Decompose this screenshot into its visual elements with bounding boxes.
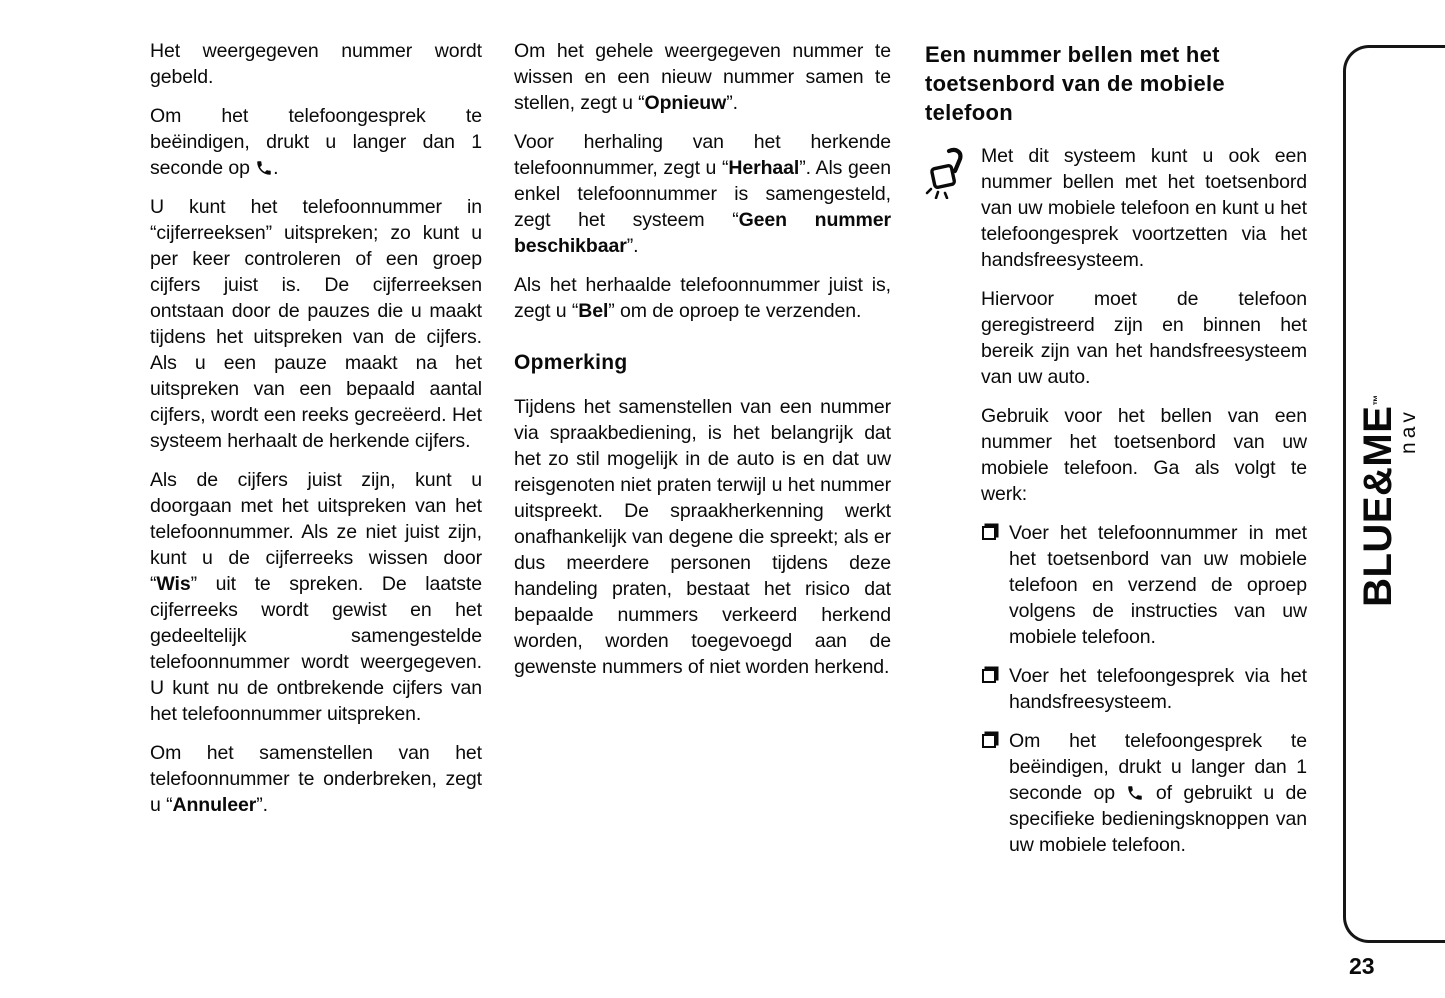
list-item bbox=[981, 663, 1307, 715]
phone-receiver-icon bbox=[255, 159, 273, 177]
brand-logo-rotated bbox=[1355, 393, 1421, 607]
text-column-3 bbox=[925, 40, 1307, 871]
list-item-text: Voer het telefoonnummer in met het toetsenbord van uw mobiele telefoon en verzend de oproep volgens de instructies van uw mobiele telefoon. bbox=[1009, 522, 1307, 648]
hand-pressing-key-icon bbox=[925, 147, 969, 199]
page-number: 23 bbox=[1349, 953, 1375, 979]
list-item-text: Om het telefoongesprek te beëindigen, drukt u langer dan 1 seconde op of gebruikt u de specifieke bedieningsknoppen van uw mobiele telefoon. bbox=[1009, 730, 1307, 856]
text-column-2 bbox=[514, 38, 891, 693]
paragraph: Gebruik voor het bellen van een nummer het toetsenbord van uw mobiele telefoon. Ga als volgt te werk: bbox=[981, 405, 1307, 505]
intro-paragraph: Met dit systeem kunt u ook een nummer bellen met het toetsenbord van uw mobiele telefoon en kunt u het telefoongesprek voortzetten via het handsfreesysteem. bbox=[981, 145, 1307, 271]
paragraph: Om het samenstellen van het telefoonnummer te onderbreken, zegt u “Annuleer”. bbox=[150, 742, 482, 816]
section-heading: Een nummer bellen met het toetsenbord van de mobiele telefoon bbox=[925, 42, 1225, 125]
paragraph: Om het telefoongesprek te beëindigen, drukt u langer dan 1 seconde op . bbox=[150, 105, 482, 179]
square-bullet-icon bbox=[982, 669, 996, 683]
list-item bbox=[981, 520, 1307, 650]
trademark-symbol: ™ bbox=[1371, 393, 1384, 406]
brand-name: BLUE&ME bbox=[1355, 405, 1400, 607]
paragraph: Als de cijfers juist zijn, kunt u doorgaan met het uitspreken van het telefoonnummer. Als ze niet juist zijn, kunt u de cijferreeks wissen door “Wis” uit te spreken. De laatste cijferreeks wordt gewist en het gedeeltelijk samengestelde telefoonnummer wordt weergegeven. U kunt nu de ontbrekende cijfers van het telefoonnummer uitspreken. bbox=[150, 469, 482, 725]
note-heading: Opmerking bbox=[514, 351, 628, 374]
text-column-1 bbox=[150, 38, 482, 831]
paragraph: Hiervoor moet de telefoon geregistreerd zijn en binnen het bereik zijn van het handsfreesysteem van uw auto. bbox=[981, 288, 1307, 388]
brand-logo bbox=[1344, 358, 1434, 642]
paragraph: Als het herhaalde telefoonnummer juist is, zegt u “Bel” om de oproep te verzenden. bbox=[514, 274, 891, 322]
square-bullet-icon bbox=[982, 734, 996, 748]
phone-receiver-icon bbox=[1126, 784, 1144, 802]
note-paragraph: Tijdens het samenstellen van een nummer via spraakbediening, is het belangrijk dat het zo stil mogelijk in de auto is en dat uw reisgenoten niet praten terwijl u het nummer uitspreekt. De spraakherkenning werkt onafhankelijk van degene die spreekt; als er dus meerdere personen tijdens deze handeling praten, bestaat het risico dat bepaalde nummers verkeerd herkend worden, worden toegevoegd aan de gewenste nummers of niet worden herkend. bbox=[514, 396, 891, 678]
paragraph: Om het gehele weergegeven nummer te wissen en een nieuw nummer samen te stellen, zegt u “Opnieuw”. bbox=[514, 40, 891, 114]
paragraph: Voor herhaling van het herkende telefoonnummer, zegt u “Herhaal”. Als geen enkel telefoonnummer is samengesteld, zegt het systeem “Geen nummer beschikbaar”. bbox=[514, 131, 891, 257]
paragraph: U kunt het telefoonnummer in “cijferreeksen” uitspreken; zo kunt u per keer controleren of een groep cijfers juist is. De cijferreeksen ontstaan door de pauzes die u maakt tijdens het uitspreken van de cijfers. Als u een pauze maakt na het uitspreken van een bepaald aantal cijfers, wordt een reeks gecreëerd. Het systeem herhaalt de herkende cijfers. bbox=[150, 196, 482, 452]
section-body bbox=[925, 143, 1307, 858]
square-bullet-icon bbox=[982, 526, 996, 540]
paragraph: Het weergegeven nummer wordt gebeld. bbox=[150, 40, 482, 88]
list-item bbox=[981, 728, 1307, 858]
brand-sub-name: nav bbox=[1396, 407, 1420, 454]
list-item-text: Voer het telefoongesprek via het handsfreesysteem. bbox=[1009, 665, 1307, 713]
